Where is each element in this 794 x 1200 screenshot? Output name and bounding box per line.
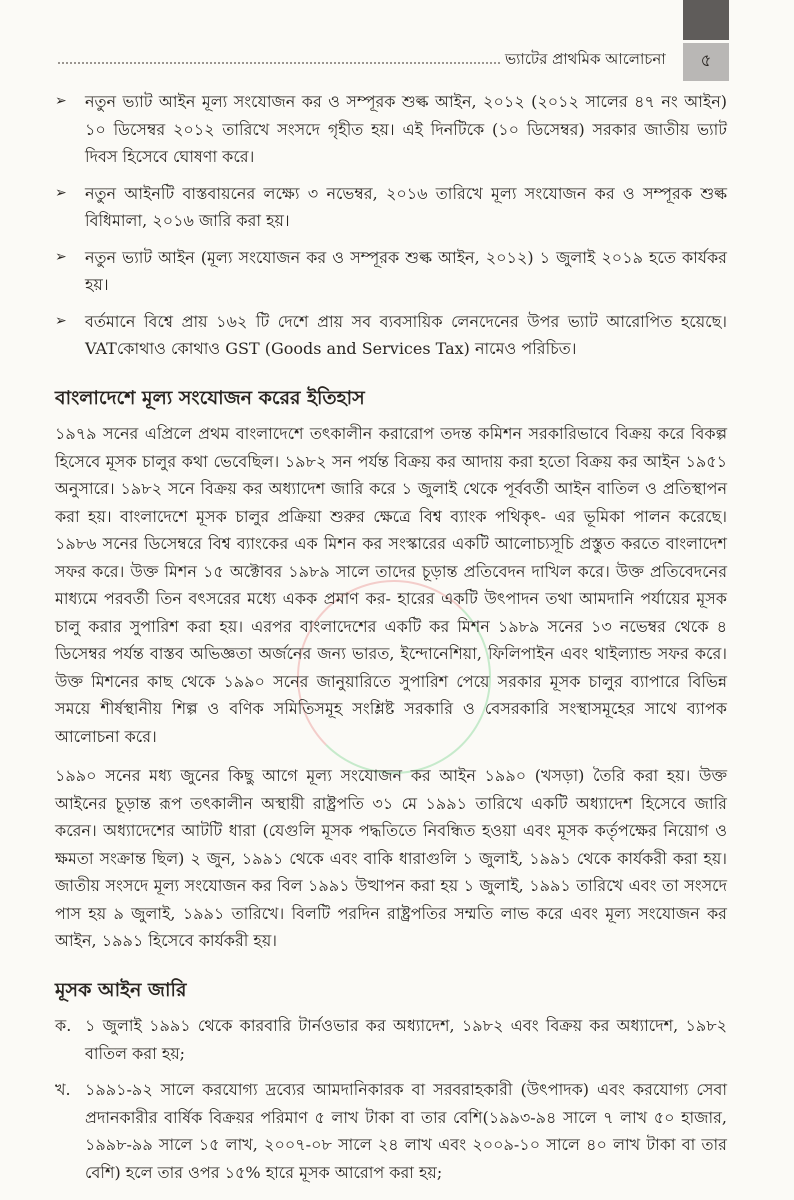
list-item xyxy=(55,1012,727,1067)
arrow-bullet-icon: ➢ xyxy=(55,312,67,329)
bullet-text: নতুন আইনটি বাস্তবায়নের লক্ষ্যে ৩ নভেম্বর, ২০১৬ তারিখে মূল্য সংযোজন কর ও সম্পূরক শুল্ক বিধিমালা, ২০১৬ জারি করা হয়। xyxy=(85,183,727,230)
bullet-text: বর্তমানে বিশ্বে প্রায় ১৬২ টি দেশে প্রায় সব ব্যবসায়িক লেনদেনের উপর ভ্যাট আরোপিত হয়েছে। VATকোথাও কোথাও GST (Goods and Services Tax) নামেও পরিচিত। xyxy=(85,311,727,358)
header-dotted-rule xyxy=(58,62,500,64)
bullet-text: নতুন ভ্যাট আইন (মূল্য সংযোজন কর ও সম্পূরক শুল্ক আইন, ২০১২) ১ জুলাই ২০১৯ হতে কার্যকর হয়। xyxy=(85,247,727,294)
list-text: ১ জুলাই ১৯৯১ থেকে কারবারি টার্নওভার কর অধ্যাদেশ, ১৯৮২ এবং বিক্রয় কর অধ্যাদেশ, ১৯৮২ বাতিল করা হয়; xyxy=(85,1016,727,1063)
paragraph: ১৯৯০ সনের মধ্য জুনের কিছু আগে মূল্য সংযোজন কর আইন ১৯৯০ (খসড়া) তৈরি করা হয়। উক্ত আইনের চূড়ান্ত রূপ তৎকালীন অস্থায়ী রাষ্ট্রপতি ৩১ মে ১৯৯১ তারিখে একটি অধ্যাদেশ হিসেবে জারি করেন। অধ্যাদেশের আটটি ধারা (যেগুলি মূসক পদ্ধতিতে নিবন্ধিত হওয়া এবং মূসক কর্তৃপক্ষের নিয়োগ ও ক্ষমতা সংক্রান্ত ছিল) ২ জুন, ১৯৯১ থেকে এবং বাকি ধারাগুলি ১ জুলাই, ১৯৯১ থেকে কার্যকরী করা হয়। জাতীয় সংসদে মূল্য সংযোজন কর বিল ১৯৯১ উত্থাপন করা হয় ১ জুলাই, ১৯৯১ তারিখে এবং তা সংসদে পাস হয় ৯ জুলাই, ১৯৯১ তারিখে। বিলটি পরদিন রাষ্ট্রপতির সম্মতি লাভ করে এবং মূল্য সংযোজন কর আইন, ১৯৯১ হিসেবে কার্যকরী হয়। xyxy=(55,766,727,950)
arrow-bullet-icon: ➢ xyxy=(55,248,67,265)
bullet-text: নতুন ভ্যাট আইন মূল্য সংযোজন কর ও সম্পূরক শুল্ক আইন, ২০১২ (২০১২ সালের ৪৭ নং আইন) ১০ ডিসেম্বর ২০১২ তারিখে সংসদে গৃহীত হয়। এই দিনটিকে (১০ ডিসেম্বর) সরকার জাতীয় ভ্যাট দিবস হিসেবে ঘোষণা করে। xyxy=(85,92,727,166)
running-title: ভ্যাটের প্রাথমিক আলোচনা xyxy=(505,50,666,68)
bullet-item xyxy=(55,244,727,299)
list-item xyxy=(55,1076,727,1186)
page-body xyxy=(55,88,727,1195)
section-heading-history: বাংলাদেশে মূল্য সংযোজন করের ইতিহাস xyxy=(55,386,365,409)
paragraph: ১৯৭৯ সনের এপ্রিলে প্রথম বাংলাদেশে তৎকালীন করারোপ তদন্ত কমিশন সরকারিভাবে বিক্রয় করে বিকল্প হিসেবে মূসক চালুর কথা ভেবেছিল। ১৯৮২ সন পর্যন্ত বিক্রয় কর আদায় করা হতো বিক্রয় কর আইন ১৯৫১ অনুসারে। ১৯৮২ সনে বিক্রয় কর অধ্যাদেশ জারি করে ১ জুলাই থেকে পূর্ববর্তী আইন বাতিল ও প্রতিস্থাপন করা হয়। বাংলাদেশে মূসক চালুর প্রক্রিয়া শুরুর ক্ষেত্রে বিশ্ব ব্যাংক পথিকৃৎ- এর ভূমিকা পালন করেছে। ১৯৮৬ সনের ডিসেম্বরে বিশ্ব ব্যাংকের এক মিশন কর সংস্কারের একটি আলোচ্যসূচি প্রস্তুত করতে বাংলাদেশ সফর করে। উক্ত মিশন ১৫ অক্টোবর ১৯৮৯ সালে তাদের চূড়ান্ত প্রতিবেদন দাখিল করে। উক্ত প্রতিবেদনের মাধ্যমে পরবর্তী তিন বৎসরের মধ্যে একক প্রমাণ কর- হারের একটি উৎপাদন তথা আমদানি পর্যায়ের মূসক চালু করার সুপারিশ করা হয়। এরপর বাংলাদেশের একটি কর মিশন ১৯৮৯ সনের ১৩ নভেম্বর থেকে ৪ ডিসেম্বর পর্যন্ত বাস্তব অভিজ্ঞতা অর্জনের জন্য ভারত, ইন্দোনেশিয়া, ফিলিপাইন এবং থাইল্যান্ড সফর করে। উক্ত মিশনের কাছ থেকে ১৯৯০ সনের জানুয়ারিতে সুপারিশ পেয়ে সরকার মূসক চালুর ব্যাপারে বিভিন্ন সময়ে শীর্ষস্থানীয় শিল্প ও বণিক সমিতিসমূহ সংশ্লিষ্ট সরকারি ও বেসরকারি সংস্থাসমূহের সাথে ব্যাপক আলোচনা করে। xyxy=(55,424,727,746)
chapter-tab-marker xyxy=(683,0,729,40)
list-text: ১৯৯১-৯২ সালে করযোগ্য দ্রব্যের আমদানিকারক বা সরবরাহকারী (উৎপাদক) এবং করযোগ্য সেবা প্রদানকারীর বার্ষিক বিক্রয়র পরিমাণ ৫ লাখ টাকা বা তার বেশি(১৯৯৩-৯৪ সালে ৭ লাখ ৫০ হাজার, ১৯৯৮-৯৯ সালে ১৫ লাখ, ২০০৭-০৮ সালে ২৪ লাখ এবং ২০০৯-১০ সালে ৪০ লাখ টাকা বা তার বেশি) হলে তার ওপর ১৫% হারে মূসক আরোপ করা হয়; xyxy=(85,1080,727,1182)
section-heading-law-enactment: মূসক আইন জারি xyxy=(55,978,187,1001)
list-label: ক. xyxy=(55,1016,72,1035)
bullet-item xyxy=(55,88,727,171)
bullet-item xyxy=(55,180,727,235)
bullet-item xyxy=(55,308,727,363)
arrow-bullet-icon: ➢ xyxy=(55,184,67,201)
list-label: খ. xyxy=(55,1080,71,1099)
arrow-bullet-icon: ➢ xyxy=(55,93,67,109)
page-number: ৫ xyxy=(683,43,729,81)
